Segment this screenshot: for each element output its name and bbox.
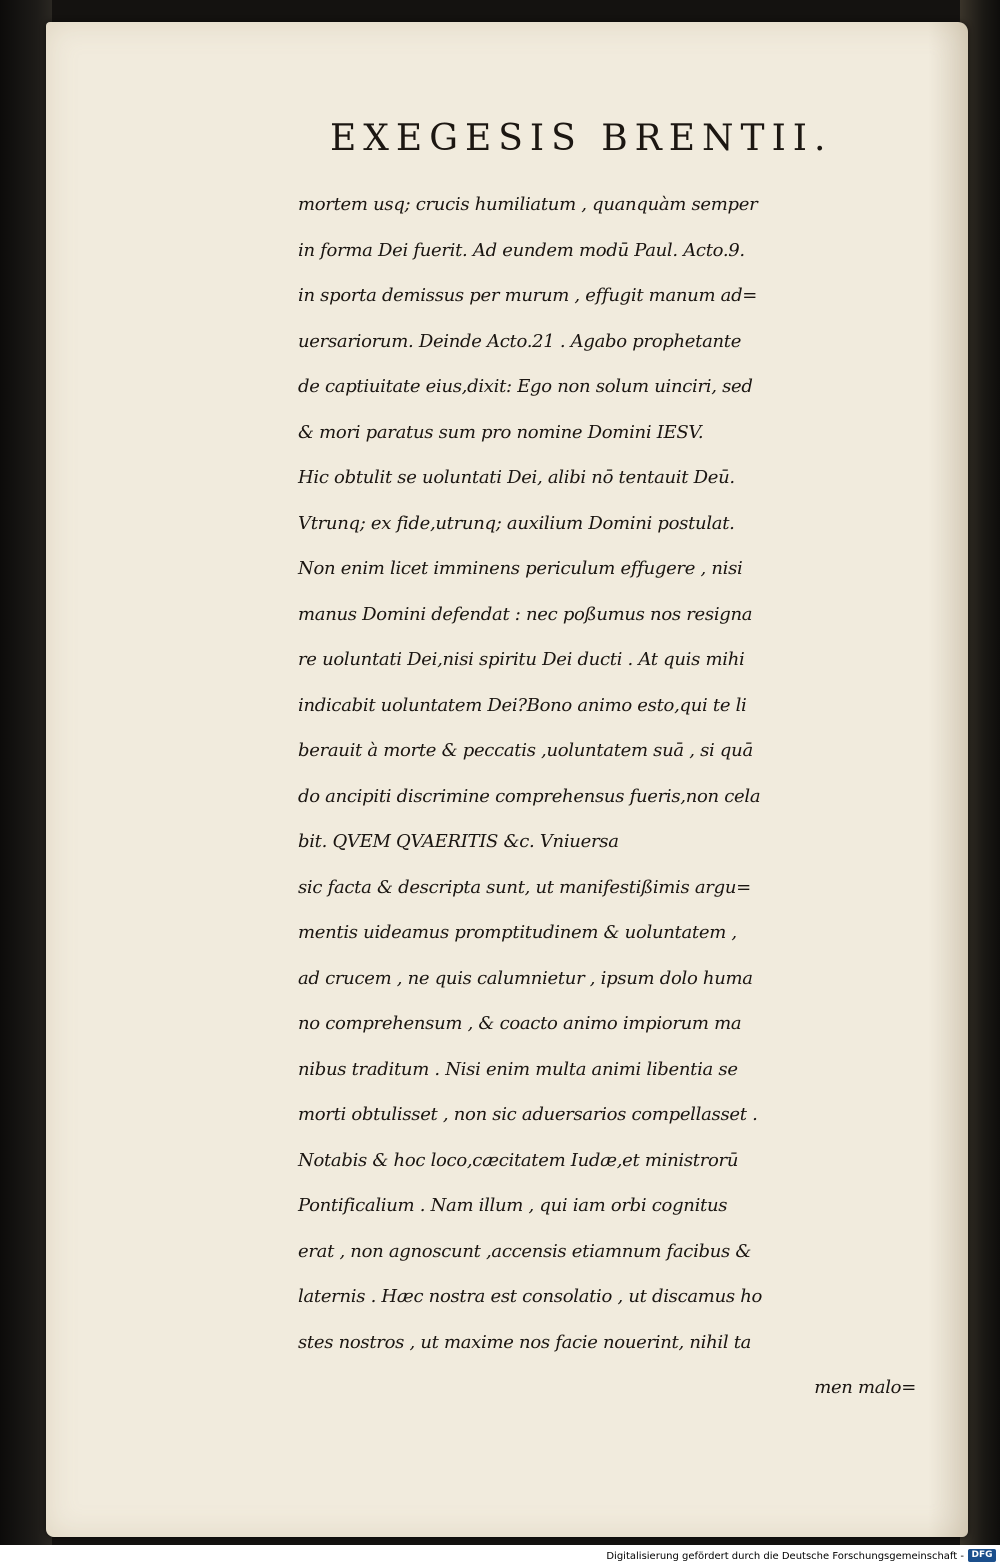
digitization-credit: Digitalisierung gefördert durch die Deutsche Forschungsgemeinschaft -	[606, 1551, 964, 1562]
text-line: stes nostros , ut maxime nos facie nouerint, nihil ta	[298, 1331, 752, 1353]
running-head: EXEGESIS BRENTII.	[330, 118, 833, 159]
text-line: mortem usq; crucis humiliatum , quanquàm semper	[298, 194, 758, 215]
text-line: uersariorum. Deinde Acto.21 . Agabo prophetante	[298, 330, 742, 352]
text-line: laternis . Hæc nostra est consolatio , ut discamus ho	[298, 1286, 763, 1307]
footer-bar	[0, 1545, 1000, 1565]
text-line: Non enim licet imminens periculum effugere , nisi	[298, 558, 743, 579]
text-line: bit. QVEM QVAERITIS &c. Vniuersa	[298, 831, 619, 852]
text-line: de captiuitate eius,dixit: Ego non solum uinciri, sed	[298, 376, 753, 397]
text-line: no comprehensum , & coacto animo impiorum ma	[298, 1013, 742, 1034]
text-line: Vtrunq; ex fide,utrunq; auxilium Domini postulat.	[298, 512, 735, 534]
text-line: Notabis & hoc loco,cæcitatem Iudæ,et ministrorū	[298, 1149, 739, 1171]
text-line: morti obtulisset , non sic aduersarios compellasset .	[298, 1104, 758, 1125]
text-line: nibus traditum . Nisi enim multa animi libentia se	[298, 1058, 738, 1080]
text-line: in forma Dei fuerit. Ad eundem modū Paul. Acto.9.	[298, 239, 745, 261]
text-line: mentis uideamus promptitudinem & uoluntatem ,	[298, 922, 737, 943]
text-line: Pontificalium . Nam illum , qui iam orbi cognitus	[298, 1195, 728, 1216]
book-cover-left	[0, 0, 52, 1545]
text-line: re uoluntati Dei,nisi spiritu Dei ducti . At quis mihi	[298, 649, 745, 670]
text-line: erat , non agnoscunt ,accensis etiamnum facibus &	[298, 1240, 752, 1262]
text-line: Hic obtulit se uoluntati Dei, alibi nō tentauit Deū.	[298, 467, 735, 488]
text-block	[298, 182, 938, 1411]
text-line: manus Domini defendat : nec poßumus nos resigna	[298, 603, 753, 625]
text-line: & mori paratus sum pro nomine Domini IESV.	[298, 421, 704, 443]
catchword: men malo=	[814, 1377, 916, 1398]
text-line: berauit à morte & peccatis ,uoluntatem suā , si quā	[298, 740, 753, 761]
text-line: indicabit uoluntatem Dei?Bono animo esto,qui te li	[298, 694, 747, 716]
text-line: do ancipiti discrimine comprehensus fueris,non cela	[298, 785, 761, 807]
dfg-logo: DFG	[968, 1549, 996, 1562]
text-line: in sporta demissus per murum , effugit manum ad=	[298, 285, 758, 306]
text-line: sic facta & descripta sunt, ut manifestißimis argu=	[298, 876, 751, 898]
text-line: ad crucem , ne quis calumnietur , ipsum dolo huma	[298, 967, 753, 989]
